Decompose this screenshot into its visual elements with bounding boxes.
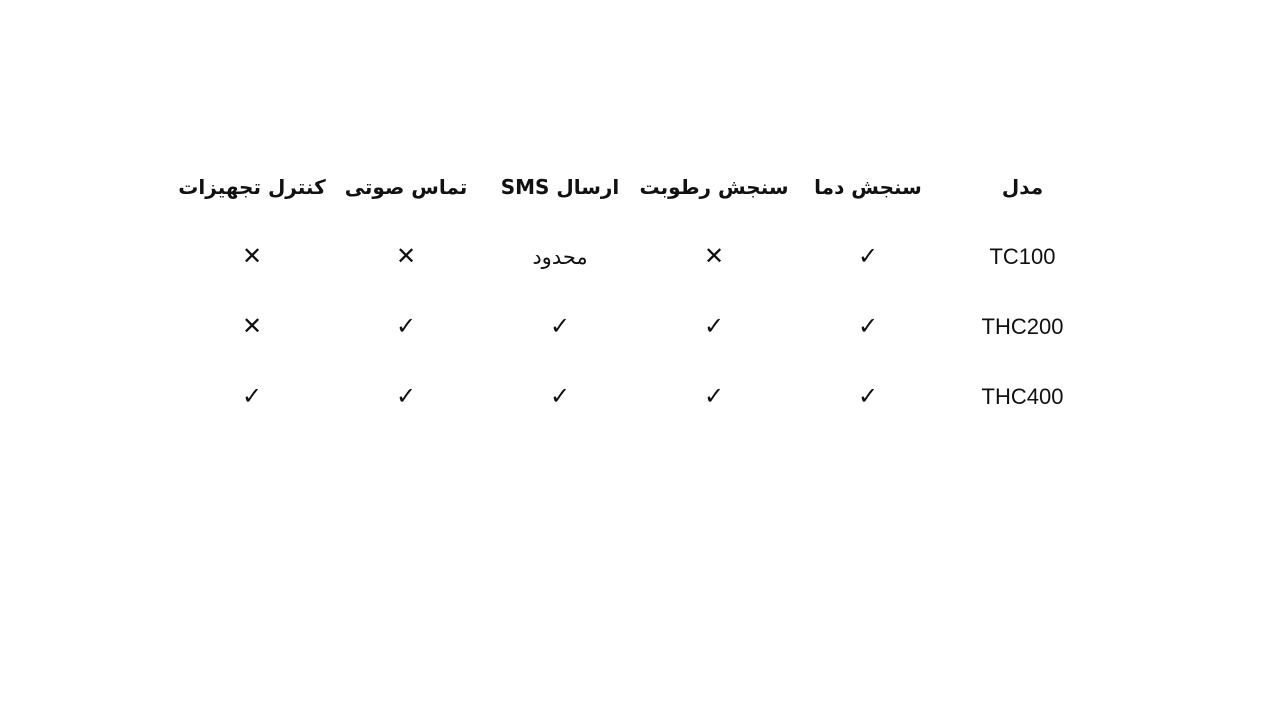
cross-icon: ✕: [241, 312, 263, 340]
cell-voice-call: [329, 222, 483, 292]
check-icon: ✓: [549, 382, 571, 410]
cell-sms: [483, 222, 637, 292]
feature-comparison-table: [175, 152, 1100, 432]
check-icon: ✓: [857, 242, 879, 270]
header-voice-call: تماس صوتی: [344, 175, 468, 199]
cell-temperature: [791, 222, 945, 292]
model-name: THC400: [981, 384, 1064, 409]
check-icon: ✓: [857, 312, 879, 340]
check-icon: ✓: [395, 382, 417, 410]
check-icon: ✓: [549, 312, 571, 340]
cell-temperature: [791, 362, 945, 432]
cell-voice-call: [329, 292, 483, 362]
limited-label: محدود: [532, 245, 588, 269]
header-sms: ارسال SMS: [500, 175, 620, 199]
check-icon: ✓: [857, 382, 879, 410]
cell-device-control: [175, 292, 329, 362]
cell-humidity: [637, 362, 791, 432]
header-humidity: سنجش رطوبت: [639, 175, 789, 199]
table-row: [175, 292, 1100, 362]
cell-voice-call: [329, 362, 483, 432]
table-header-row: [175, 152, 1100, 222]
check-icon: ✓: [241, 382, 263, 410]
model-name: THC200: [981, 314, 1064, 339]
cross-icon: ✕: [395, 242, 417, 270]
cell-sms: [483, 292, 637, 362]
cell-sms: [483, 362, 637, 432]
model-name: TC100: [989, 244, 1056, 269]
cross-icon: ✕: [703, 242, 725, 270]
header-temperature: سنجش دما: [814, 175, 922, 199]
cell-humidity: [637, 292, 791, 362]
check-icon: ✓: [703, 382, 725, 410]
cell-device-control: [175, 362, 329, 432]
table-row: [175, 222, 1100, 292]
cell-device-control: [175, 222, 329, 292]
header-device-control: کنترل تجهیزات: [178, 175, 326, 199]
check-icon: ✓: [703, 312, 725, 340]
check-icon: ✓: [395, 312, 417, 340]
header-model: مدل: [1001, 175, 1044, 199]
cross-icon: ✕: [241, 242, 263, 270]
cell-temperature: [791, 292, 945, 362]
table-row: [175, 362, 1100, 432]
cell-humidity: [637, 222, 791, 292]
